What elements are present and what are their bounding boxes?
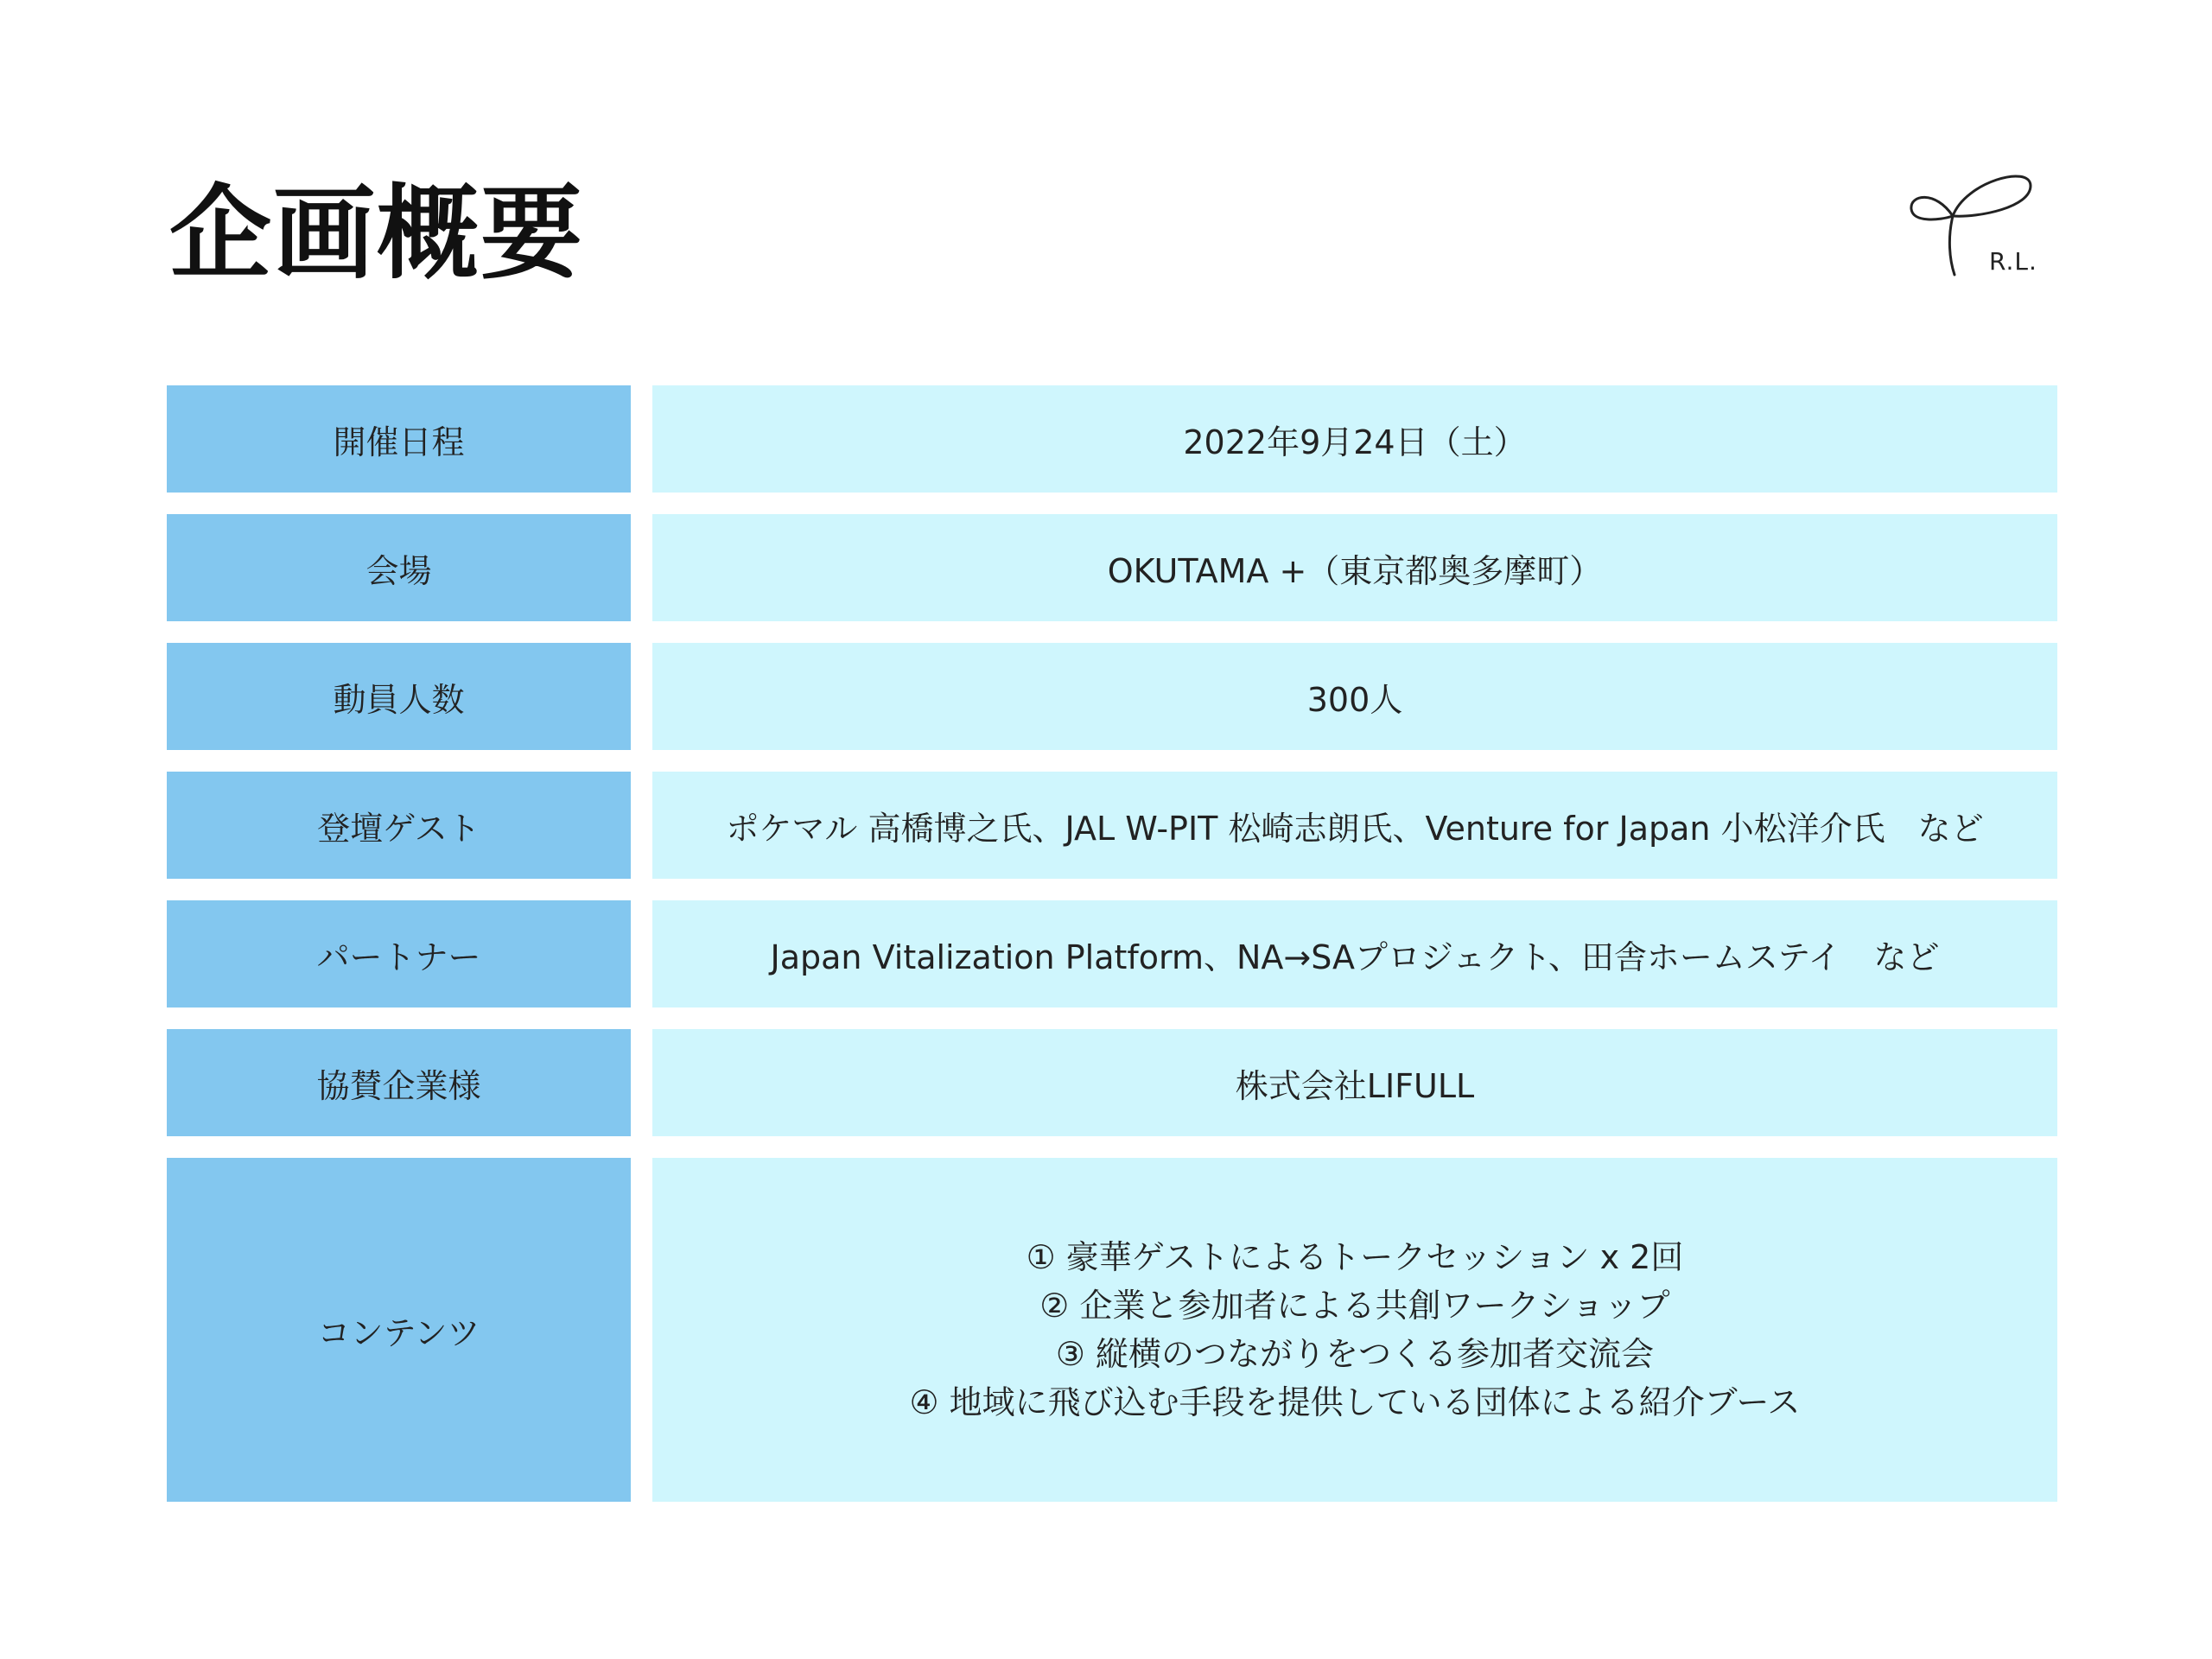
table-row-attendance [167, 643, 2057, 750]
row-label: 協賛企業様 [167, 1029, 631, 1136]
row-value: 300人 [652, 643, 2057, 750]
table-row-contents [167, 1158, 2057, 1502]
contents-list [909, 1233, 1800, 1427]
list-item: ④ 地域に飛び込む手段を提供している団体による紹介ブース [909, 1383, 1801, 1421]
row-value: 株式会社LIFULL [652, 1029, 2057, 1136]
table-row-date [167, 385, 2057, 493]
row-label: 動員人数 [167, 643, 631, 750]
page-title: 企画概要 [169, 174, 585, 293]
table-row-speakers [167, 772, 2057, 879]
row-value: ポケマル 高橋博之氏、JAL W-PIT 松崎志朗氏、Venture for Japan 小松洋介氏 など [652, 772, 2057, 879]
row-label: 会場 [167, 514, 631, 621]
list-item: ③ 縦横のつながりをつくる参加者交流会 [1055, 1335, 1655, 1373]
logo-text: R.L. [1989, 247, 2037, 276]
sprout-logo [1901, 156, 2056, 285]
list-item: ② 企業と参加者による共創ワークショップ [1039, 1287, 1670, 1325]
row-value: OKUTAMA +（東京都奥多摩町） [652, 514, 2057, 621]
row-label: パートナー [167, 900, 631, 1007]
row-label: 開催日程 [167, 385, 631, 493]
row-label: コンテンツ [167, 1158, 631, 1502]
row-label: 登壇ゲスト [167, 772, 631, 879]
table-row-partners [167, 900, 2057, 1007]
table-row-venue [167, 514, 2057, 621]
overview-table [167, 385, 2057, 1502]
row-value: Japan Vitalization Platform、NA→SAプロジェクト、田舎ホームステイ など [652, 900, 2057, 1007]
row-value: 2022年9月24日（土） [652, 385, 2057, 493]
table-row-sponsors [167, 1029, 2057, 1136]
list-item: ① 豪華ゲストによるトークセッション x 2回 [1026, 1238, 1684, 1276]
row-value [652, 1158, 2057, 1502]
